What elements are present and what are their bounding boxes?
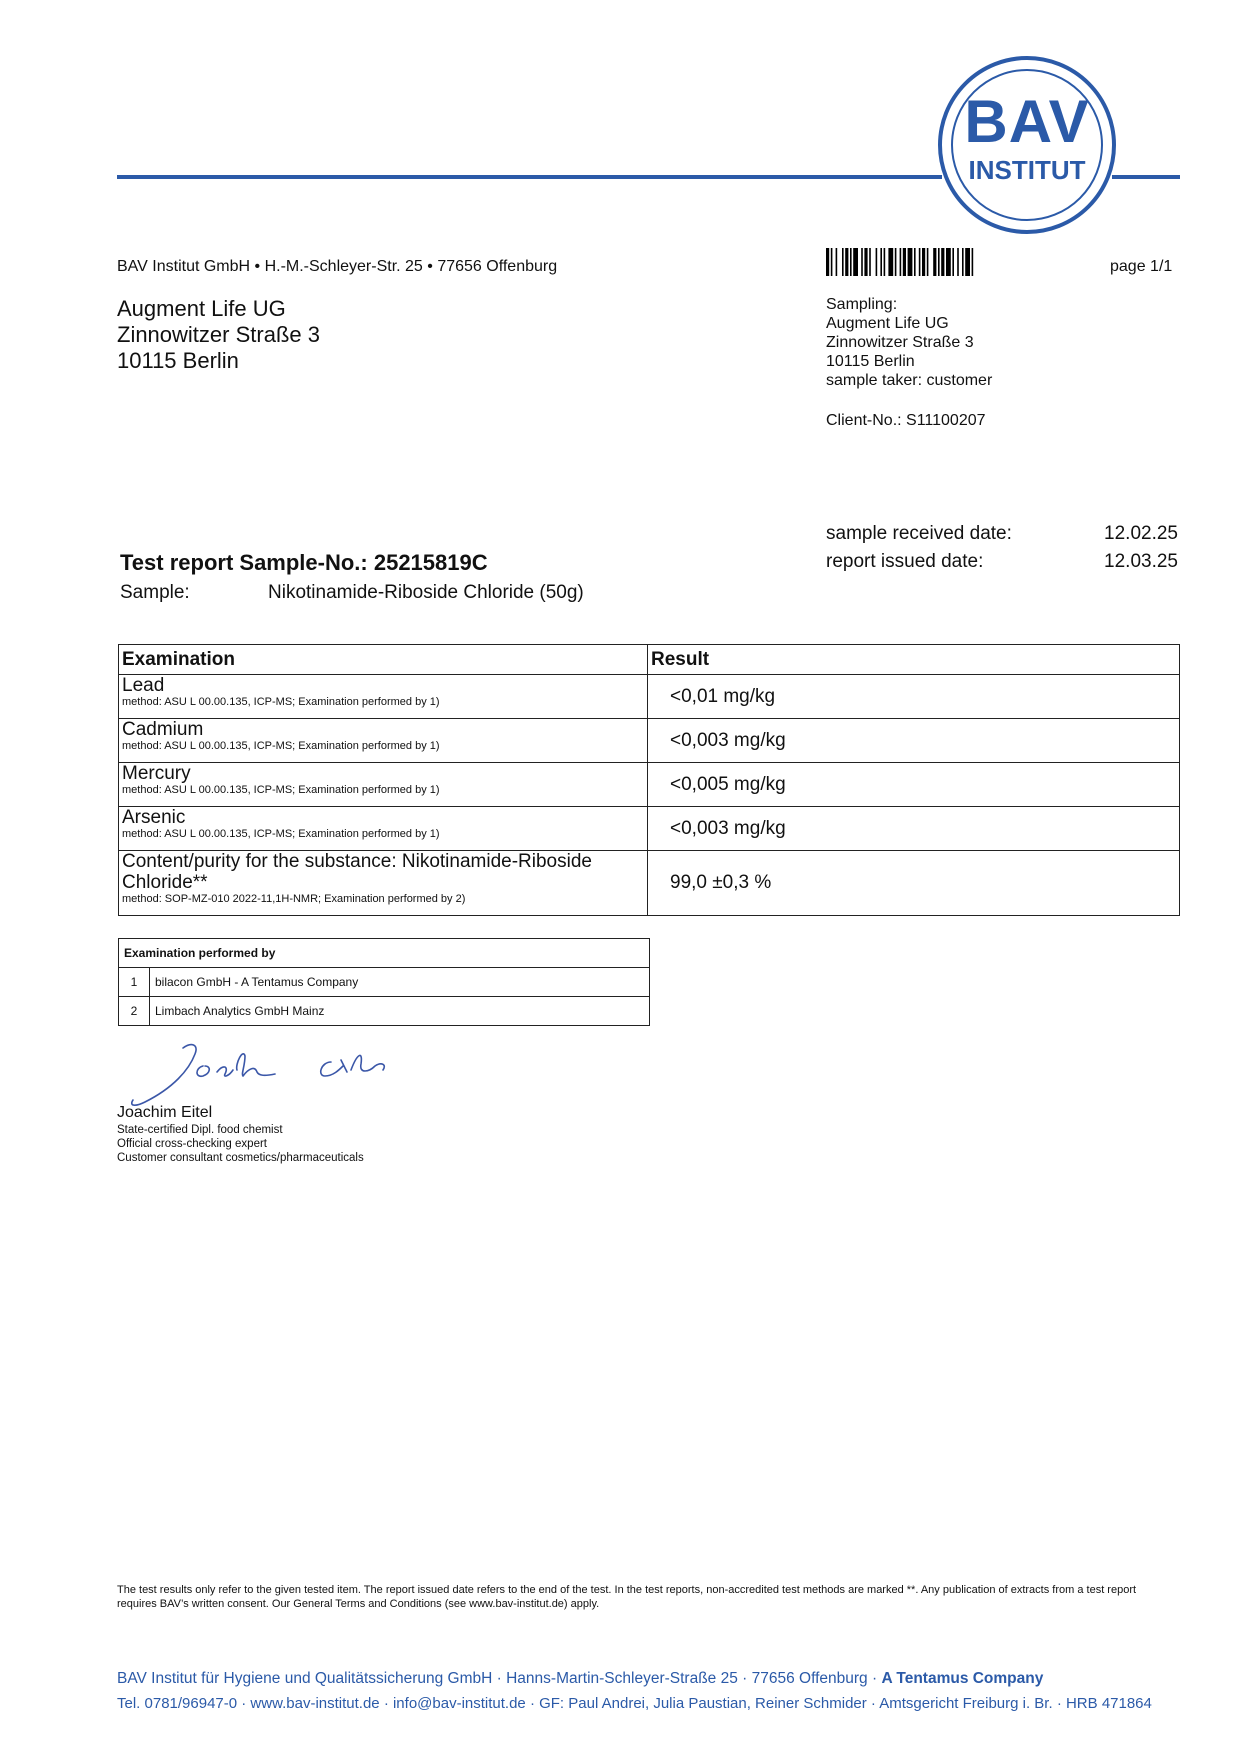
sampling-name: Augment Life UG <box>826 315 949 332</box>
sender-address: BAV Institut GmbH • H.-M.-Schleyer-Str. 25 • 77656 Offenburg <box>117 258 558 275</box>
received-date-label: sample received date: <box>826 523 1012 544</box>
page-number: page 1/1 <box>1110 258 1173 275</box>
examination-cell <box>119 851 648 916</box>
labs-header-row <box>119 939 650 968</box>
signer-credential-line: State-certified Dipl. food chemist <box>117 1124 283 1136</box>
result-cell: <0,005 mg/kg <box>648 763 1180 807</box>
lab-name: Limbach Analytics GmbH Mainz <box>150 997 650 1026</box>
method-text: method: ASU L 00.00.135, ICP-MS; Examination performed by 1) <box>122 740 440 752</box>
logo-text-bav: BAV <box>964 88 1090 155</box>
logo-text-institut: INSTITUT <box>968 155 1086 185</box>
received-date-row <box>826 520 1178 548</box>
issued-date-row <box>826 548 1178 576</box>
parameter-name: Cadmium <box>122 719 204 740</box>
result-cell: <0,01 mg/kg <box>648 675 1180 719</box>
sampling-label: Sampling: <box>826 296 898 313</box>
method-text: method: ASU L 00.00.135, ICP-MS; Examination performed by 1) <box>122 828 440 840</box>
report-title: Test report Sample-No.: 25215819C <box>120 550 488 575</box>
result-cell: 99,0 ±0,3 % <box>648 851 1180 916</box>
table-row <box>119 763 1180 807</box>
labs-header: Examination performed by <box>119 939 650 968</box>
sample-value: Nikotinamide-Riboside Chloride (50g) <box>268 582 584 603</box>
signer-credential-line: Customer consultant cosmetics/pharmaceuticals <box>117 1152 364 1164</box>
sample-line <box>120 582 584 604</box>
examination-table <box>118 644 1180 916</box>
parameter-name: Content/purity for the substance: Nikotinamide-Riboside Chloride** <box>122 851 592 893</box>
column-header-examination: Examination <box>119 645 648 675</box>
recipient-street: Zinnowitzer Straße 3 <box>117 322 320 347</box>
examination-performed-by-table <box>118 938 650 1026</box>
sample-label: Sample: <box>120 582 190 603</box>
footer-company-line <box>117 1670 1180 1688</box>
examination-cell <box>119 763 648 807</box>
result-cell: <0,003 mg/kg <box>648 807 1180 851</box>
table-header-row <box>119 645 1180 675</box>
bav-institut-logo <box>938 56 1116 234</box>
table-row <box>119 675 1180 719</box>
barcode <box>826 248 1036 276</box>
client-number: Client-No.: S11100207 <box>826 412 986 429</box>
method-text: method: ASU L 00.00.135, ICP-MS; Examination performed by 1) <box>122 784 440 796</box>
sampling-city: 10115 Berlin <box>826 353 915 370</box>
parameter-name: Mercury <box>122 763 191 784</box>
issued-date-label: report issued date: <box>826 551 984 572</box>
signer-credentials <box>117 1123 364 1165</box>
footer-contact-line: Tel. 0781/96947-0 · www.bav-institut.de · info@bav-institut.de · GF: Paul Andrei, Julia Paustian, Reiner Schmider · Amtsgericht Freiburg i. Br. · HRB 471864 <box>117 1695 1152 1712</box>
column-header-result: Result <box>648 645 1180 675</box>
examination-cell <box>119 675 648 719</box>
parameter-name: Lead <box>122 675 165 696</box>
method-text: method: ASU L 00.00.135, ICP-MS; Examination performed by 1) <box>122 696 440 708</box>
received-date-value: 12.02.25 <box>1104 523 1178 544</box>
table-row <box>119 807 1180 851</box>
parameter-name: Arsenic <box>122 807 186 828</box>
sampling-taker: sample taker: customer <box>826 372 993 389</box>
examination-cell <box>119 807 648 851</box>
recipient-address <box>117 296 320 374</box>
lab-number: 1 <box>119 968 150 997</box>
recipient-city: 10115 Berlin <box>117 348 239 373</box>
signer-name: Joachim Eitel <box>117 1104 213 1121</box>
lab-number: 2 <box>119 997 150 1026</box>
table-row <box>119 968 650 997</box>
lab-name: bilacon GmbH - A Tentamus Company <box>150 968 650 997</box>
header-rule-left <box>117 175 942 179</box>
sampling-block <box>826 295 992 390</box>
examination-cell <box>119 719 648 763</box>
issued-date-value: 12.03.25 <box>1104 551 1178 572</box>
method-text: method: SOP-MZ-010 2022-11,1H-NMR; Examination performed by 2) <box>122 893 466 905</box>
result-cell: <0,003 mg/kg <box>648 719 1180 763</box>
handwritten-signature <box>125 1040 395 1110</box>
table-row <box>119 719 1180 763</box>
footer-tentamus: A Tentamus Company <box>881 1670 1044 1687</box>
signer-credential-line: Official cross-checking expert <box>117 1138 267 1150</box>
report-dates <box>826 520 1178 576</box>
disclaimer-text: The test results only refer to the given tested item. The report issued date refers to the end of the test. In the test reports, non-accredited test methods are marked **. Any publication of extracts from a test report requires BAV’s written consent. Our General Terms and Conditions (see www.bav-institut.de) apply. <box>117 1584 1137 1610</box>
header-rule-right <box>1112 175 1180 179</box>
footer-company-text: BAV Institut für Hygiene und Qualitätssicherung GmbH · Hanns-Martin-Schleyer-Straße 25 · 77656 Offenburg · <box>117 1670 882 1687</box>
table-row <box>119 851 1180 916</box>
recipient-name: Augment Life UG <box>117 296 286 321</box>
table-row <box>119 997 650 1026</box>
sampling-street: Zinnowitzer Straße 3 <box>826 334 974 351</box>
